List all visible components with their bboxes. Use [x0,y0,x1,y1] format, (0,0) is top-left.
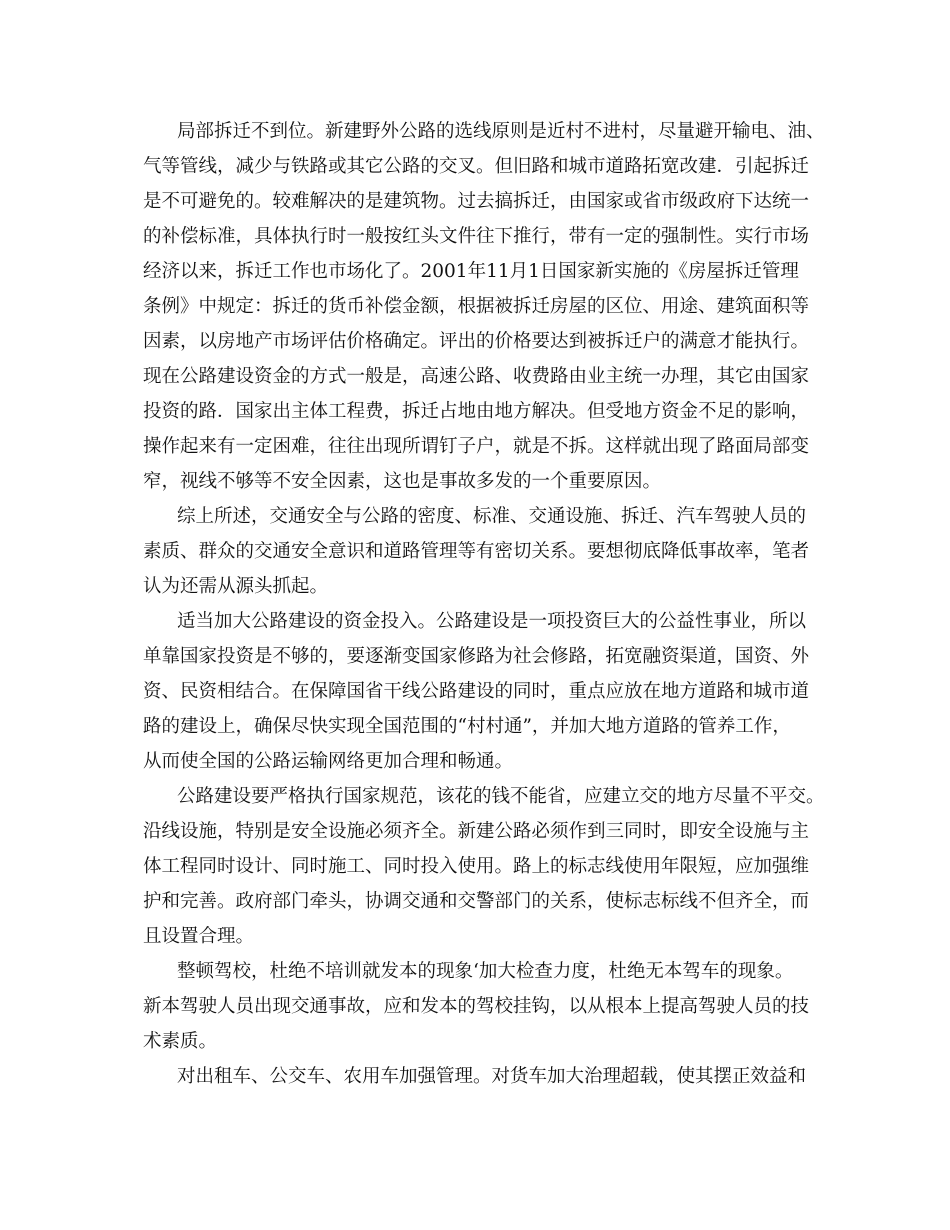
text-line: 从而使全国的公路运输网络更加合理和畅通。 [143,751,514,772]
text-line: 路的建设上，确保尽快实现全国范围的“村村通”，并加大地方道路的管养工作， [143,716,791,737]
text-line: 现在公路建设资金的方式一般是，高速公路、收费路由业主统一办理，其它由国家 [143,366,810,387]
text-line: 窄，视线不够等不安全因素，这也是事故多发的一个重要原因。 [143,471,662,492]
text-line: 投资的路．国家出主体工程费，拆迁占地由地方解决。但受地方资金不足的影响， [143,401,810,422]
text-line: 操作起来有一定困难，往往出现所谓钉子户，就是不拆。这样就出现了路面局部变 [143,436,810,457]
text-line: 资、民资相结合。在保障国省干线公路建设的同时，重点应放在地方道路和城市道 [143,681,810,702]
text-line: 单靠国家投资是不够的，要逐渐变国家修路为社会修路，拓宽融资渠道，国资、外 [143,646,810,667]
text-line: 因素，以房地产市场评估价格确定。评出的价格要达到被拆迁户的满意才能执行。 [143,331,810,352]
text-line: 是不可避免的。较难解决的是建筑物。过去搞拆迁，由国家或省市级政府下达统一 [143,191,810,212]
text-line: 气等管线，减少与铁路或其它公路的交叉。但旧路和城市道路拓宽改建．引起拆迁 [143,156,810,177]
text-line: 对出租车、公交车、农用车加强管理。对货车加大治理超载，使其摆正效益和 [177,1066,807,1087]
text-line: 且设置合理。 [143,926,255,947]
text-line: 的补偿标准，具体执行时一般按红头文件往下推行，带有一定的强制性。实行市场 [143,226,810,247]
text-line: 沿线设施，特别是安全设施必须齐全。新建公路必须作到三同时，即安全设施与主 [143,821,810,842]
text-line: 综上所述，交通安全与公路的密度、标准、交通设施、拆迁、汽车驾驶人员的 [177,506,807,527]
text-line: 经济以来，拆迁工作也市场化了。2001年11月1日国家新实施的《房屋拆迁管理 [143,261,799,282]
text-line: 术素质。 [143,1031,218,1052]
text-line: 认为还需从源头抓起。 [143,576,329,597]
text-line: 新本驾驶人员出现交通事故，应和发本的驾校挂钩，以从根本上提高驾驶人员的技 [143,996,810,1017]
text-line: 整顿驾校，杜绝不培训就发本的现象‘加大检查力度，杜绝无本驾车的现象。 [177,961,794,982]
text-line: 局部拆迁不到位。新建野外公路的选线原则是近村不进村，尽量避开输电、油、 [177,121,825,142]
text-line: 条例》中规定：拆迁的货币补偿金额，根据被拆迁房屋的区位、用途、建筑面积等 [143,296,810,317]
text-line: 素质、群众的交通安全意识和道路管理等有密切关系。要想彻底降低事故率，笔者 [143,541,810,562]
text-line: 体工程同时设计、同时施工、同时投入使用。路上的标志线使用年限短，应加强维 [143,856,810,877]
text-line: 公路建设要严格执行国家规范，该花的钱不能省，应建立交的地方尽量不平交。 [177,786,825,807]
text-line: 适当加大公路建设的资金投入。公路建设是一项投资巨大的公益性事业，所以 [177,611,807,632]
text-line: 护和完善。政府部门牵头，协调交通和交警部门的关系，使标志标线不但齐全，而 [143,891,810,912]
